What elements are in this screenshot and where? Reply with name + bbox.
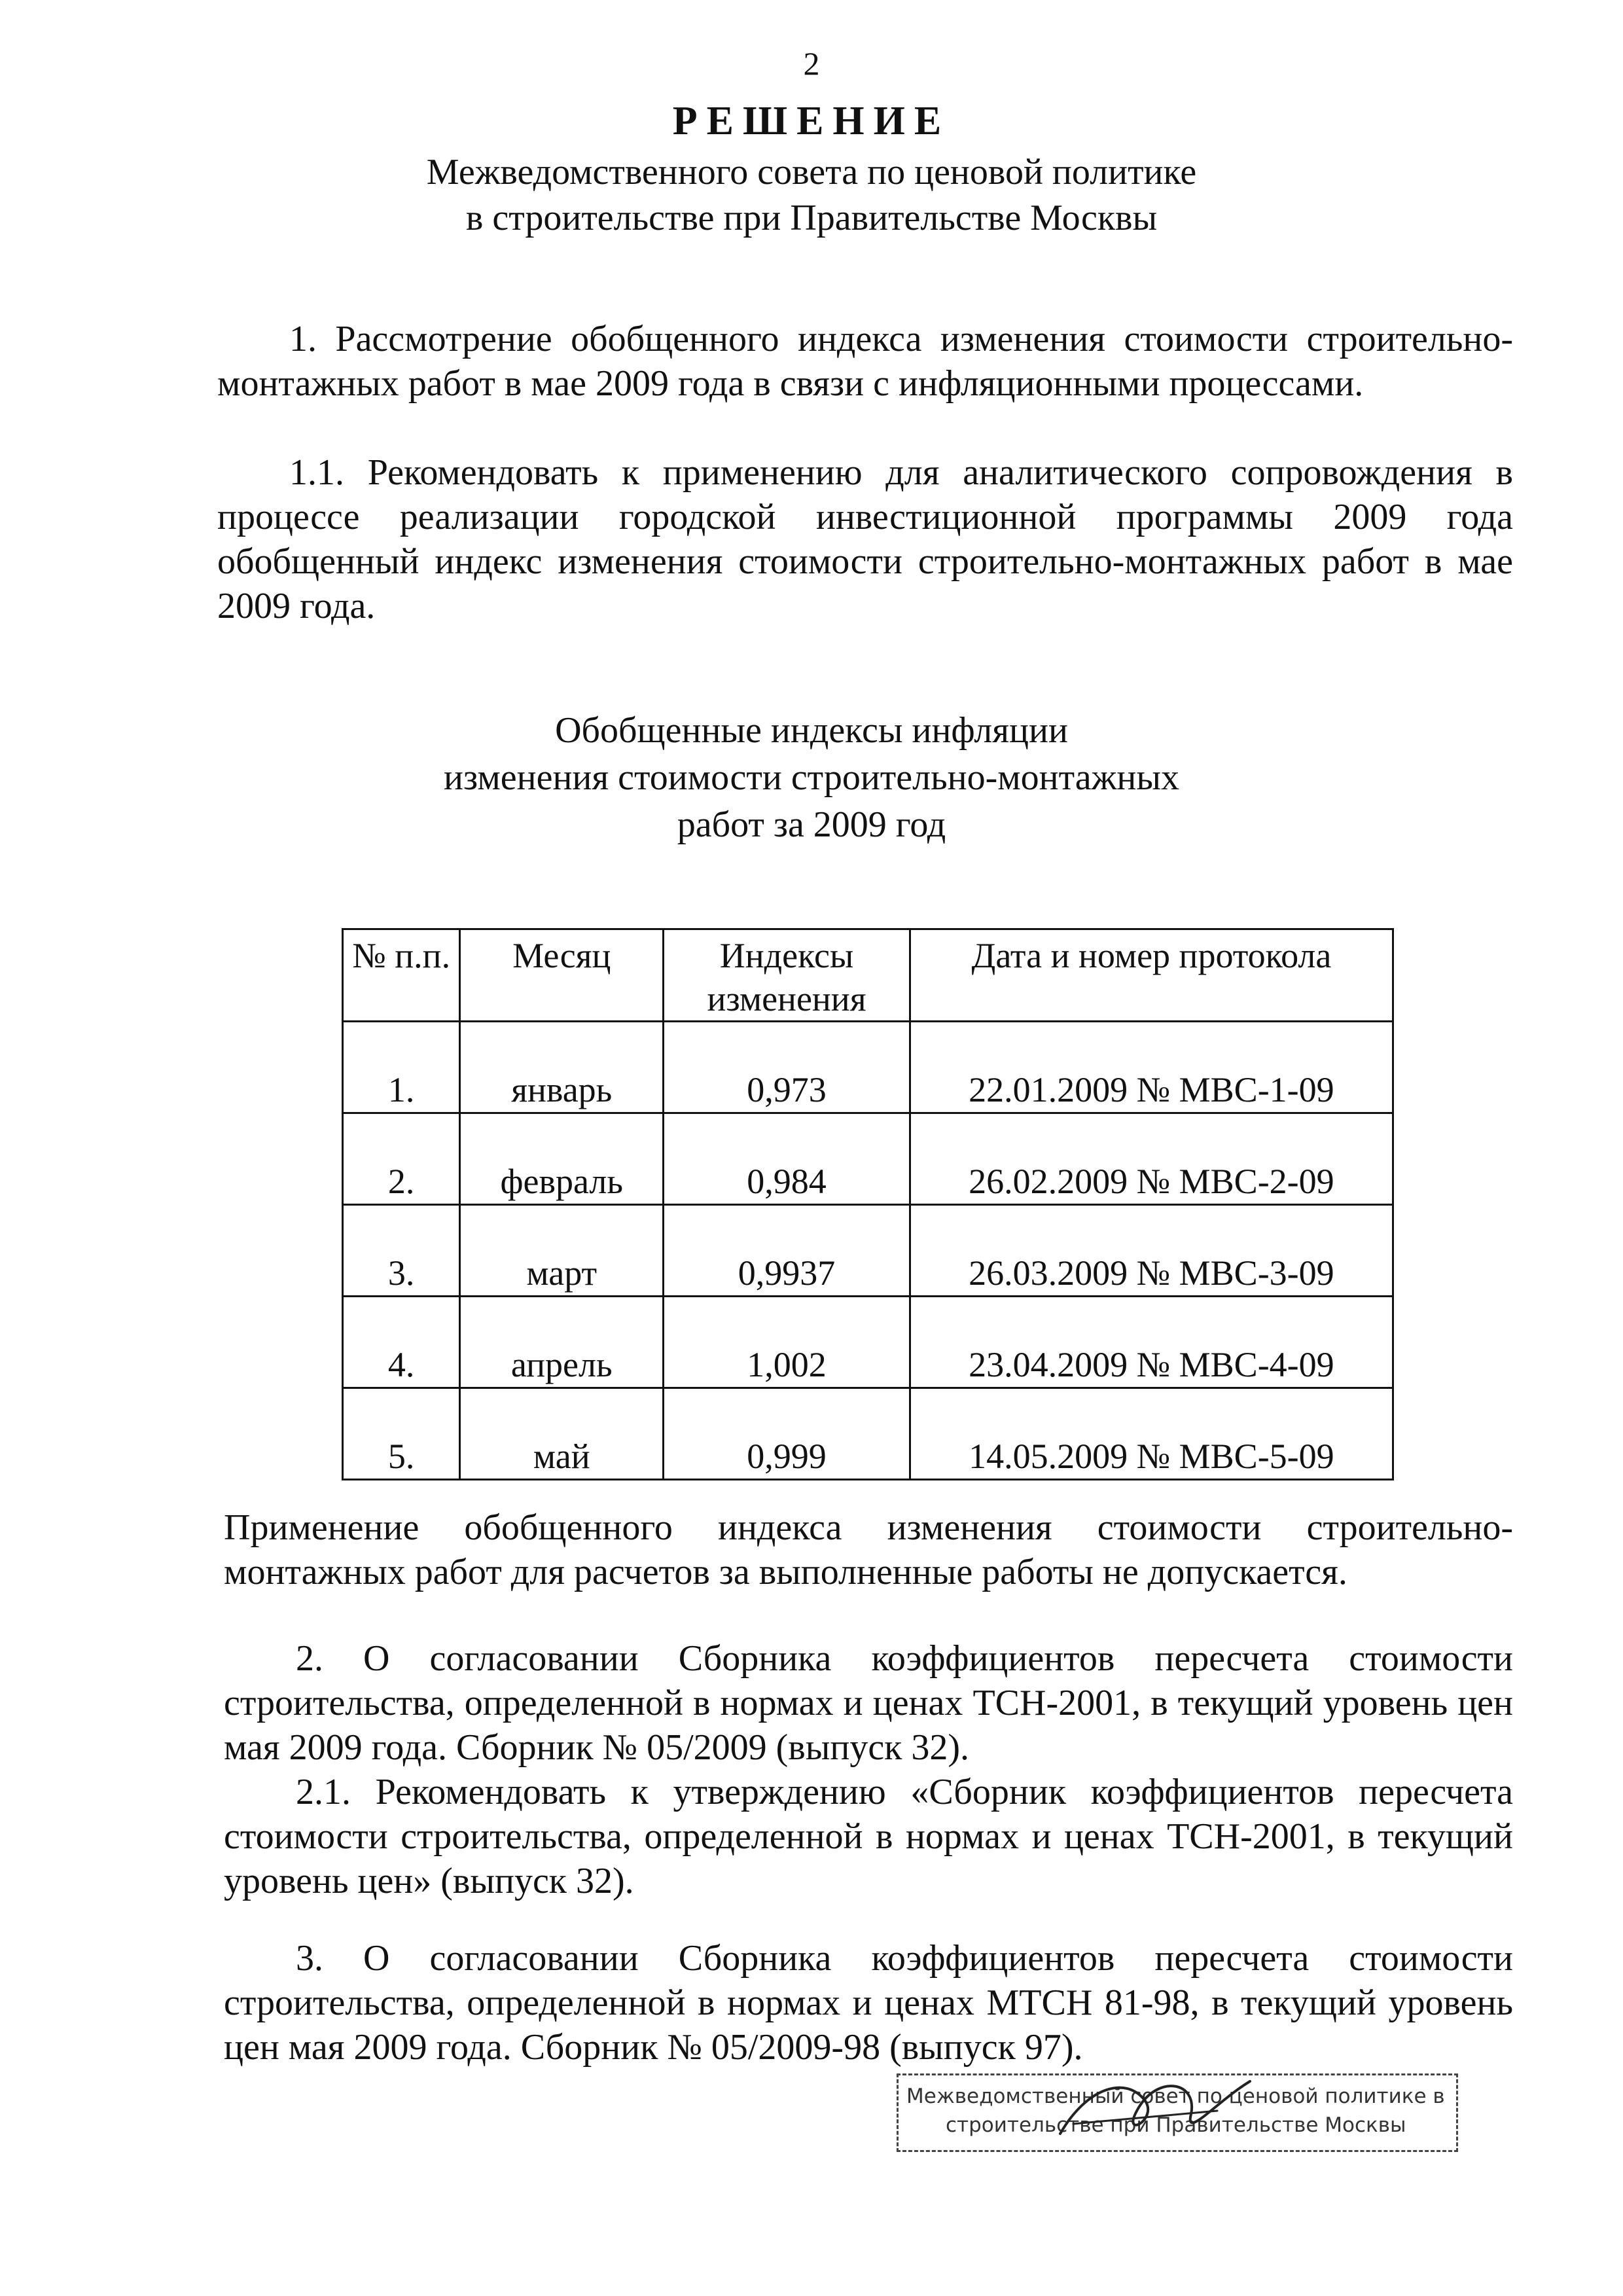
cell-protocol: 26.02.2009 № МВС-2-09	[910, 1113, 1393, 1205]
table-row	[343, 1113, 1393, 1205]
cell-month: январь	[460, 1022, 664, 1113]
cell-month: апрель	[460, 1297, 664, 1388]
stamp-line1: Межведомственный совет по ценовой политике в	[906, 2085, 1445, 2108]
table-title-line1: Обобщенные индексы инфляции	[555, 710, 1068, 751]
cell-number: 5.	[343, 1388, 460, 1480]
cell-index: 1,002	[664, 1297, 910, 1388]
cell-number: 3.	[343, 1205, 460, 1297]
table-title-line3: работ за 2009 год	[677, 804, 946, 845]
table-row	[343, 1297, 1393, 1388]
header-index: Индексы изменения	[664, 929, 910, 1022]
cell-protocol: 23.04.2009 № МВС-4-09	[910, 1297, 1393, 1388]
header-protocol: Дата и номер протокола	[910, 929, 1393, 1022]
table-row	[343, 1388, 1393, 1480]
cell-month: май	[460, 1388, 664, 1480]
cell-protocol: 26.03.2009 № МВС-3-09	[910, 1205, 1393, 1297]
cell-protocol: 14.05.2009 № МВС-5-09	[910, 1388, 1393, 1480]
section-1-item: 1. Рассмотрение обобщенного индекса изменения стоимости строительно-монтажных работ в мае 2009 года в связи с инфляционными процессами.	[217, 319, 1513, 404]
section-1-1-item: 1.1. Рекомендовать к применению для аналитического сопровождения в процессе реализации городской инвестиционной программы 2009 года обобщенный индекс изменения стоимости строительно-монтажных работ в мае 2009 года.	[217, 452, 1513, 626]
cell-number: 1.	[343, 1022, 460, 1113]
section-2-1-item: 2.1. Рекомендовать к утверждению «Сборник коэффициентов пересчета стоимости строительства, определенной в нормах и ценах ТСН-2001, в текущий уровень цен» (выпуск 32).	[224, 1772, 1513, 1901]
document-subtitle-line1: Межведомственного совета по ценовой политике	[426, 152, 1197, 192]
usage-note: Применение обобщенного индекса изменения стоимости строительно-монтажных работ для расчетов за выполненные работы не допускается.	[224, 1507, 1513, 1592]
stamp-line2: строительстве при Правительстве Москвы	[946, 2113, 1406, 2137]
signature-mark	[1047, 2062, 1263, 2153]
document-subtitle-line2: в строительстве при Правительстве Москвы	[465, 198, 1158, 238]
cell-number: 2.	[343, 1113, 460, 1205]
header-number: № п.п.	[343, 929, 460, 1022]
cell-index: 0,999	[664, 1388, 910, 1480]
table-row	[343, 1022, 1393, 1113]
table-row	[343, 1205, 1393, 1297]
cell-number: 4.	[343, 1297, 460, 1388]
section-3-item: 3. О согласовании Сборника коэффициентов пересчета стоимости строительства, определенной в нормах и ценах МТСН 81-98, в текущий уровень цен мая 2009 года. Сборник № 05/2009-98 (выпуск 97).	[224, 1938, 1513, 2068]
table-header-row	[343, 929, 1393, 1022]
cell-month: февраль	[460, 1113, 664, 1205]
cell-index: 0,973	[664, 1022, 910, 1113]
page-number: 2	[803, 45, 820, 82]
cell-index: 0,984	[664, 1113, 910, 1205]
inflation-index-table	[342, 928, 1394, 1480]
cell-month: март	[460, 1205, 664, 1297]
cell-index: 0,9937	[664, 1205, 910, 1297]
section-2-item: 2. О согласовании Сборника коэффициентов пересчета стоимости строительства, определенной в нормах и ценах ТСН-2001, в текущий уровень цен мая 2009 года. Сборник № 05/2009 (выпуск 32).	[224, 1638, 1513, 1768]
header-month: Месяц	[460, 929, 664, 1022]
cell-protocol: 22.01.2009 № МВС-1-09	[910, 1022, 1393, 1113]
document-title: РЕШЕНИЕ	[672, 99, 951, 143]
table-title-line2: изменения стоимости строительно-монтажных	[444, 757, 1179, 798]
